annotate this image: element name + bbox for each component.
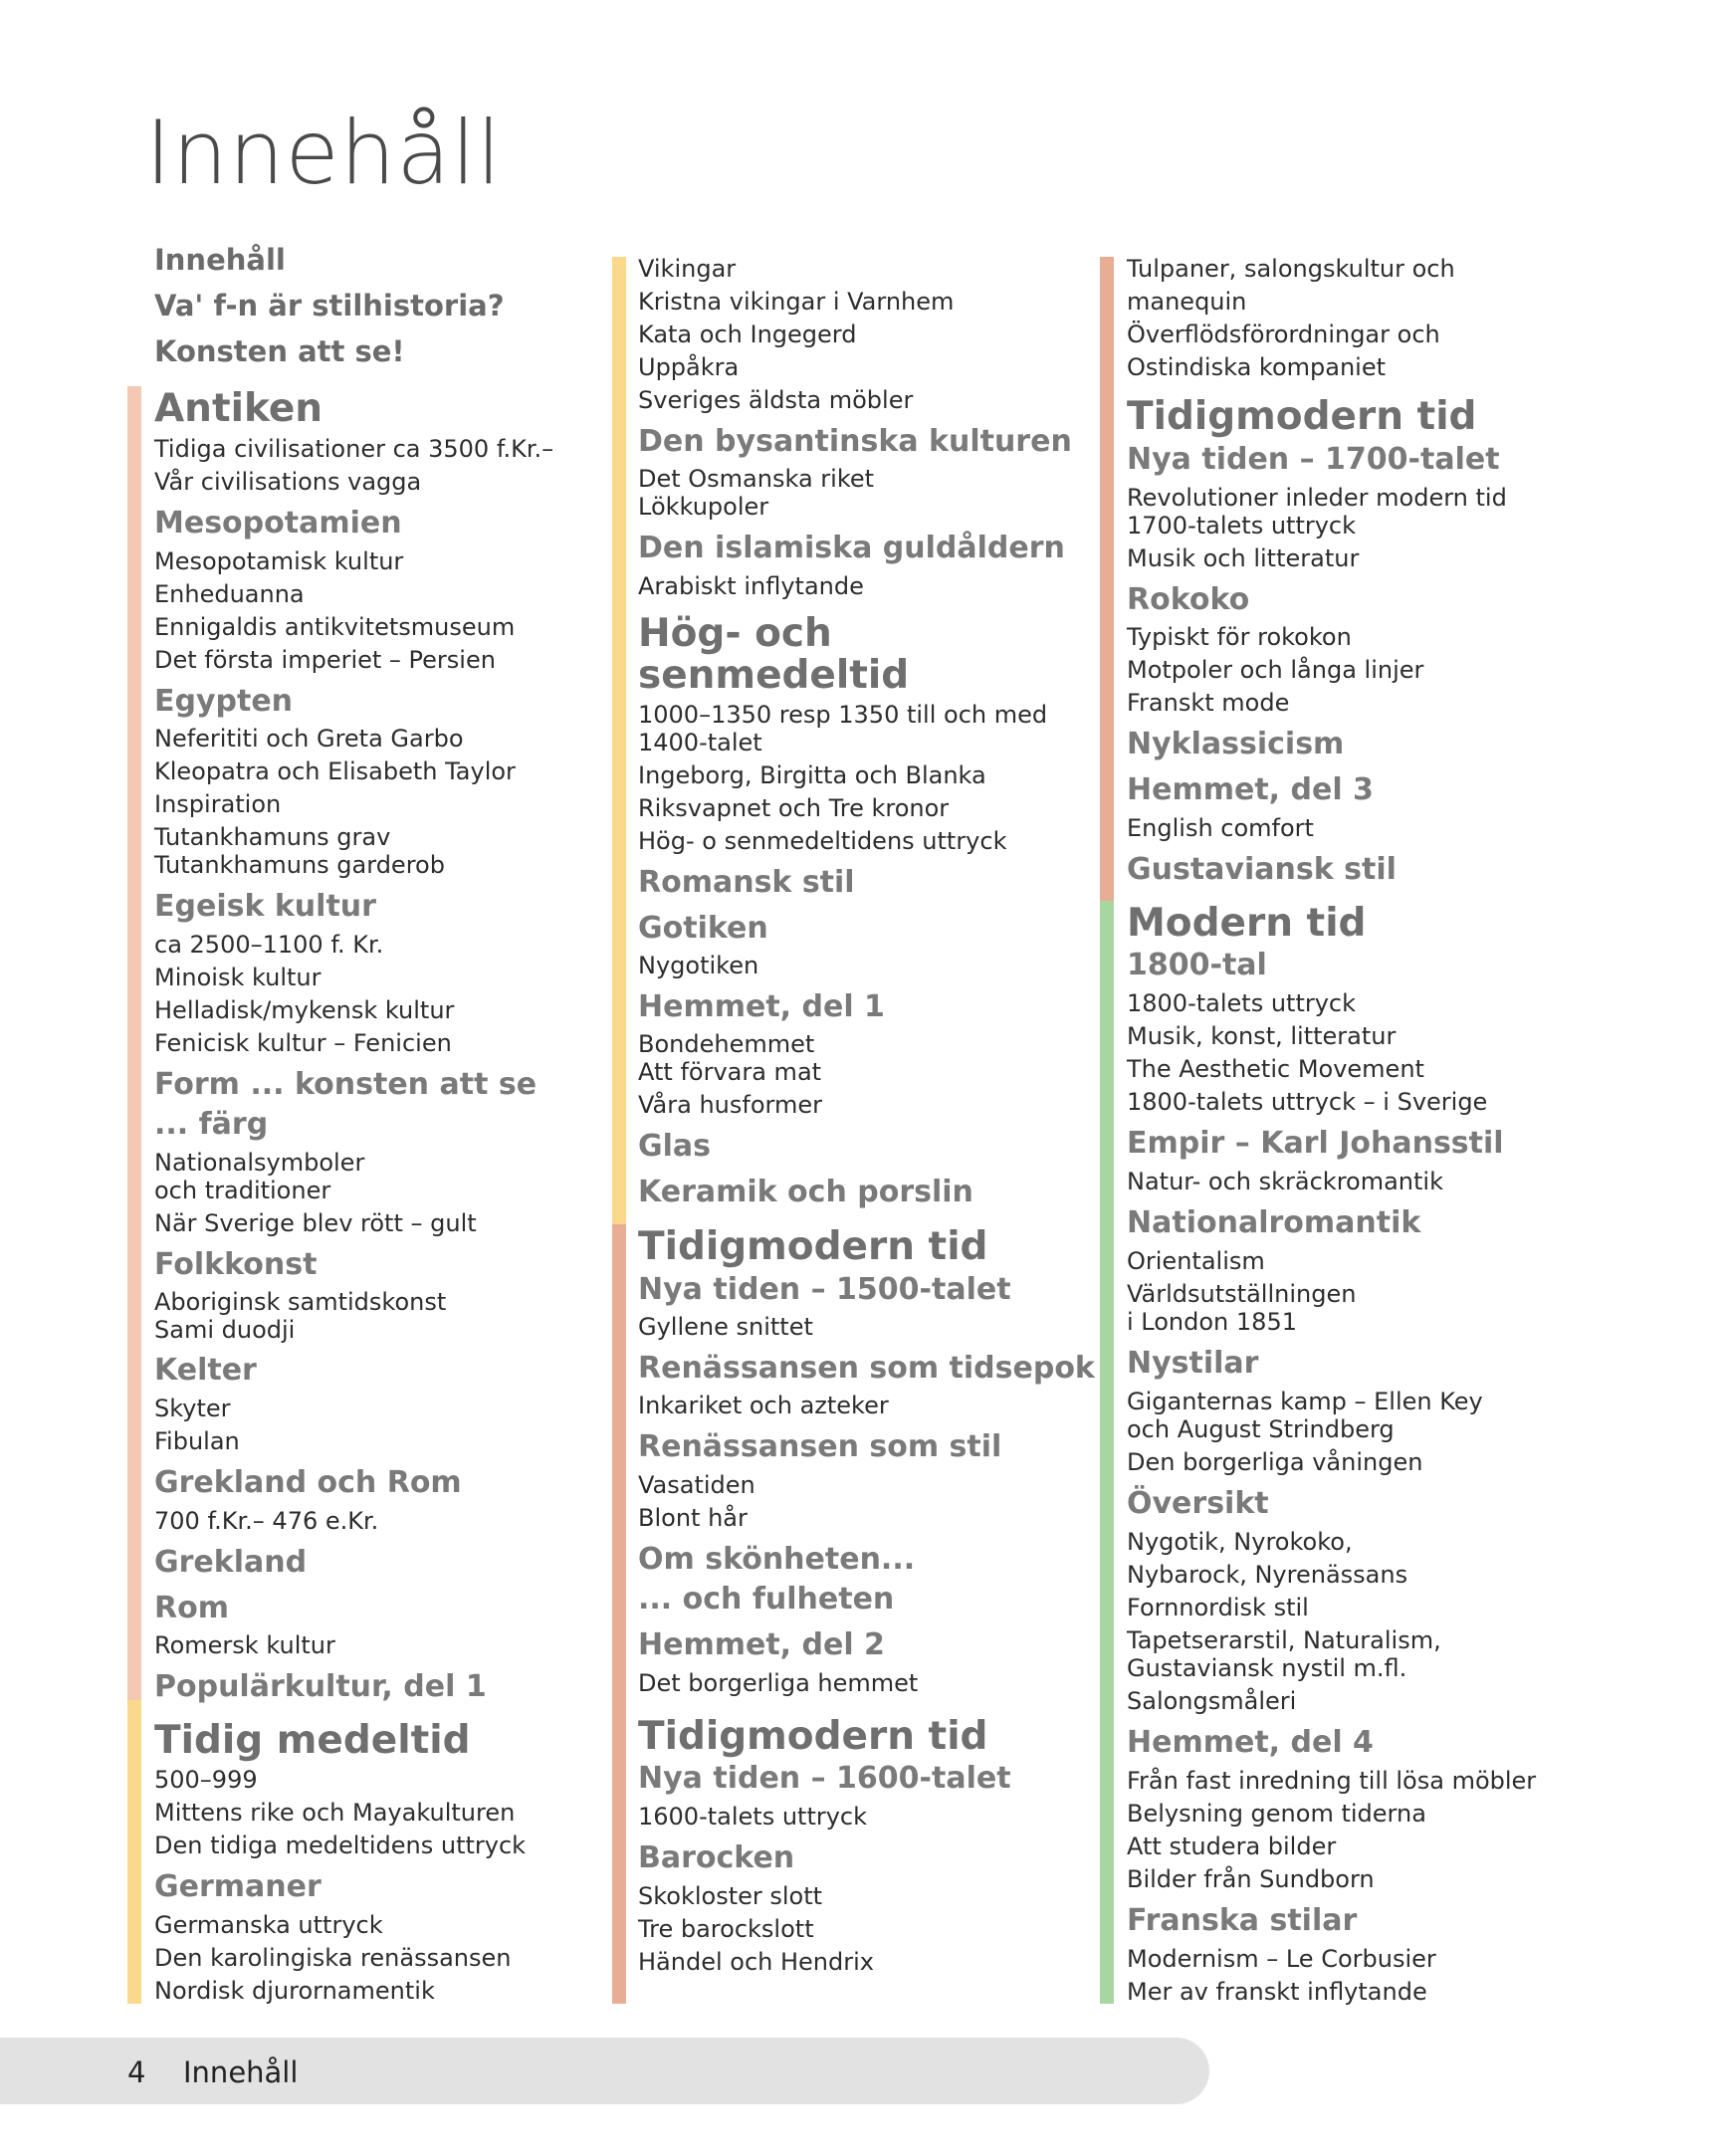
toc-entry-title[interactable]: Revolutioner inleder modern tid: [1127, 484, 1507, 512]
toc-entry-title[interactable]: Renässansen som stil: [638, 1429, 1002, 1464]
toc-entry-title[interactable]: Bilder från Sundborn: [1127, 1865, 1375, 1893]
toc-entry-title[interactable]: När Sverige blev rött – gult: [154, 1209, 477, 1237]
toc-entry-title[interactable]: Hemmet, del 4: [1127, 1725, 1374, 1760]
toc-entry-title[interactable]: 1800-talets uttryck – i Sverige: [1127, 1088, 1488, 1116]
toc-entry-title[interactable]: Populärkultur, del 1: [154, 1669, 487, 1704]
toc-entry-title[interactable]: Musik, konst, litteratur: [1127, 1022, 1397, 1050]
footer-bar: [0, 2038, 1209, 2104]
toc-entry-title[interactable]: Folkkonst: [154, 1247, 318, 1282]
toc-entry-title[interactable]: 500–999: [154, 1766, 258, 1794]
toc-entry-title[interactable]: Aboriginsk samtidskonst: [154, 1288, 447, 1316]
toc-entry-title[interactable]: Belysning genom tiderna: [1127, 1800, 1426, 1828]
toc-entry-title[interactable]: Franskt mode: [1127, 689, 1290, 717]
toc-entry-title[interactable]: Neferititi och Greta Garbo: [154, 725, 464, 753]
toc-entry-title[interactable]: Barocken: [638, 1840, 795, 1875]
toc-entry-title[interactable]: Händel och Hendrix: [638, 1948, 874, 1976]
toc-entry-title[interactable]: Att förvara mat: [638, 1058, 822, 1086]
toc-entry-title[interactable]: Nordisk djurornamentik: [154, 1977, 435, 2005]
toc-entry-title[interactable]: Mer av franskt inflytande: [1127, 1978, 1427, 2006]
toc-entry-title[interactable]: Nygotik, Nyrokoko,: [1127, 1528, 1353, 1556]
toc-entry-title[interactable]: Tutankhamuns garderob: [154, 851, 445, 879]
toc-entry-title[interactable]: Germaner: [154, 1869, 322, 1904]
toc-entry-title[interactable]: Helladisk/mykensk kultur: [154, 996, 455, 1024]
toc-entry-title[interactable]: Grekland: [154, 1545, 308, 1580]
section-color-bar: [1100, 257, 1114, 901]
toc-entry-title[interactable]: Nya tiden – 1700-talet: [1127, 442, 1500, 477]
toc-entry-title[interactable]: Nya tiden – 1500-talet: [638, 1272, 1011, 1307]
toc-entry-title[interactable]: Musik och litteratur: [1127, 544, 1360, 572]
toc-entry-title[interactable]: manequin: [1127, 288, 1247, 316]
toc-entry-title[interactable]: Kelter: [154, 1353, 257, 1388]
toc-entry-title[interactable]: Grekland och Rom: [154, 1465, 462, 1500]
toc-entry-title[interactable]: Om skönheten...: [638, 1542, 916, 1577]
section-color-bar: [612, 257, 626, 1224]
toc-entry-title[interactable]: Ostindiska kompaniet: [1127, 353, 1387, 381]
toc-entry-title[interactable]: Innehåll: [154, 243, 286, 277]
toc-entry-title[interactable]: Fibulan: [154, 1427, 240, 1455]
toc-entry-title[interactable]: senmedeltid: [638, 653, 910, 698]
toc-entry-title[interactable]: Hemmet, del 1: [638, 989, 885, 1024]
toc-entry-title[interactable]: Nystilar: [1127, 1346, 1259, 1381]
toc-entry-title[interactable]: Mittens rike och Mayakulturen: [154, 1799, 516, 1827]
toc-entry-title[interactable]: 1800-tal: [1127, 948, 1267, 982]
footer-section-label: Innehåll: [183, 2055, 299, 2089]
toc-entry-title[interactable]: Tidigmodern tid: [1127, 394, 1477, 439]
toc-entry-title[interactable]: Modernism – Le Corbusier: [1127, 1945, 1436, 1973]
toc-entry-title[interactable]: Hög- o senmedeltidens uttryck: [638, 827, 1007, 855]
toc-entry-title[interactable]: Tre barockslott: [638, 1915, 814, 1943]
toc-entry-title[interactable]: Fenicisk kultur – Fenicien: [154, 1029, 452, 1057]
toc-entry-title[interactable]: ... färg: [154, 1107, 269, 1142]
toc-entry-title[interactable]: Blont hår: [638, 1504, 748, 1532]
toc-entry-title[interactable]: Riksvapnet och Tre kronor: [638, 794, 950, 822]
toc-entry-title[interactable]: Egeisk kultur: [154, 889, 376, 924]
toc-entry-title[interactable]: 1400-talet: [638, 729, 762, 756]
toc-entry-title[interactable]: Den borgerliga våningen: [1127, 1448, 1423, 1476]
toc-entry-title[interactable]: Kleopatra och Elisabeth Taylor: [154, 757, 516, 785]
toc-entry-title[interactable]: Keramik och porslin: [638, 1175, 973, 1209]
toc-entry-title[interactable]: och traditioner: [154, 1177, 331, 1204]
toc-entry-title[interactable]: Inspiration: [154, 790, 282, 818]
toc-entry-title[interactable]: Gyllene snittet: [638, 1313, 813, 1341]
toc-entry-title[interactable]: Hemmet, del 2: [638, 1627, 885, 1662]
toc-entry-title[interactable]: Renässansen som tidsepok: [638, 1351, 1095, 1386]
toc-entry-title[interactable]: Fornnordisk stil: [1127, 1594, 1309, 1621]
toc-entry-title[interactable]: Arabiskt inflytande: [638, 572, 864, 600]
toc-entry-title[interactable]: 1700-talets uttryck: [1127, 512, 1357, 539]
toc-entry-title[interactable]: Från fast inredning till lösa möbler: [1127, 1767, 1537, 1795]
toc-entry-title[interactable]: Modern tid: [1127, 901, 1367, 946]
toc-entry-title[interactable]: Antiken: [154, 386, 323, 431]
toc-entry-title[interactable]: Enheduanna: [154, 580, 305, 608]
toc-entry-title[interactable]: Va' f-n är stilhistoria?: [154, 289, 505, 323]
toc-entry-title[interactable]: Världsutställningen: [1127, 1280, 1357, 1308]
toc-entry-title[interactable]: Tidigmodern tid: [638, 1714, 988, 1759]
toc-entry-title[interactable]: Rokoko: [1127, 582, 1250, 617]
section-color-bar: [127, 1700, 141, 2004]
page-title: Innehåll: [145, 102, 503, 204]
toc-entry-title[interactable]: Nya tiden – 1600-talet: [638, 1761, 1011, 1796]
toc-entry-title[interactable]: Gustaviansk nystil m.fl.: [1127, 1654, 1407, 1682]
toc-entry-title[interactable]: ... och fulheten: [638, 1582, 895, 1617]
toc-entry-title[interactable]: Att studera bilder: [1127, 1833, 1337, 1860]
toc-entry-title[interactable]: Skokloster slott: [638, 1882, 823, 1910]
toc-entry-title[interactable]: Nationalromantik: [1127, 1205, 1421, 1240]
toc-entry-title[interactable]: Form ... konsten att se: [154, 1067, 538, 1102]
toc-entry-title[interactable]: 700 f.Kr.– 476 e.Kr.: [154, 1507, 379, 1535]
toc-entry-title[interactable]: Uppåkra: [638, 353, 740, 381]
toc-entry-title[interactable]: Natur- och skräckromantik: [1127, 1168, 1443, 1195]
toc-entry-title[interactable]: Romersk kultur: [154, 1631, 335, 1659]
toc-entry-title[interactable]: Egypten: [154, 684, 294, 719]
toc-entry-title[interactable]: Rom: [154, 1591, 229, 1625]
toc-entry-title[interactable]: Nybarock, Nyrenässans: [1127, 1561, 1408, 1589]
toc-entry-title[interactable]: Germanska uttryck: [154, 1911, 383, 1939]
toc-entry-title[interactable]: Salongsmåleri: [1127, 1687, 1297, 1715]
toc-entry-title[interactable]: Tutankhamuns grav: [154, 823, 391, 851]
toc-entry-title[interactable]: Överflödsförordningar och: [1127, 321, 1440, 348]
toc-entry-title[interactable]: Tidiga civilisationer ca 3500 f.Kr.–: [154, 435, 554, 463]
toc-entry-title[interactable]: Det första imperiet – Persien: [154, 646, 496, 674]
toc-entry-title[interactable]: Det borgerliga hemmet: [638, 1669, 919, 1697]
toc-entry-title[interactable]: Den karolingiska renässansen: [154, 1944, 512, 1972]
toc-entry-title[interactable]: Tapetserarstil, Naturalism,: [1127, 1626, 1441, 1654]
section-color-bar: [127, 386, 141, 1700]
toc-entry-title[interactable]: Inkariket och azteker: [638, 1392, 889, 1419]
toc-entry-title[interactable]: Kristna vikingar i Varnhem: [638, 288, 955, 316]
toc-entry-title[interactable]: Skyter: [154, 1395, 231, 1422]
toc-entry-title[interactable]: 1000–1350 resp 1350 till och med: [638, 701, 1048, 729]
toc-entry-title[interactable]: Det Osmanska riket: [638, 465, 875, 493]
footer-page-number: 4: [127, 2055, 146, 2089]
toc-entry-title[interactable]: Den islamiska guldåldern: [638, 531, 1065, 565]
toc-entry-title[interactable]: Sami duodji: [154, 1316, 296, 1344]
toc-entry-title[interactable]: Hög- och: [638, 611, 832, 656]
toc-entry-title[interactable]: och August Strindberg: [1127, 1415, 1395, 1443]
toc-entry-title[interactable]: English comfort: [1127, 814, 1314, 842]
toc-entry-title[interactable]: Mesopotamien: [154, 506, 402, 540]
toc-entry-title[interactable]: 1600-talets uttryck: [638, 1803, 868, 1831]
toc-entry-title[interactable]: Ennigaldis antikvitetsmuseum: [154, 613, 516, 641]
toc-entry-title[interactable]: ca 2500–1100 f. Kr.: [154, 931, 384, 959]
toc-entry-title[interactable]: Mesopotamisk kultur: [154, 547, 404, 575]
toc-entry-title[interactable]: Giganternas kamp – Ellen Key: [1127, 1388, 1483, 1415]
toc-entry-title[interactable]: Översikt: [1127, 1486, 1269, 1521]
toc-entry-title[interactable]: Sveriges äldsta möbler: [638, 386, 914, 414]
toc-entry-title[interactable]: Romansk stil: [638, 865, 855, 900]
toc-entry-title[interactable]: Våra husformer: [638, 1091, 822, 1119]
toc-entry-title[interactable]: Lökkupoler: [638, 493, 769, 521]
toc-entry-title[interactable]: Den tidiga medeltidens uttryck: [154, 1832, 527, 1859]
toc-entry-title[interactable]: Empir – Karl Johansstil: [1127, 1126, 1504, 1161]
toc-entry-title[interactable]: Nationalsymboler: [154, 1149, 365, 1177]
toc-entry-title[interactable]: Vasatiden: [638, 1471, 755, 1499]
toc-entry-title[interactable]: Tulpaner, salongskultur och: [1127, 255, 1455, 283]
toc-entry-title[interactable]: Nygotiken: [638, 952, 759, 979]
toc-entry-title[interactable]: Minoisk kultur: [154, 964, 322, 991]
toc-entry-title[interactable]: Den bysantinska kulturen: [638, 424, 1072, 459]
toc-entry-title[interactable]: Franska stilar: [1127, 1903, 1358, 1938]
toc-entry-title[interactable]: Tidigmodern tid: [638, 1224, 988, 1269]
toc-entry-title[interactable]: Bondehemmet: [638, 1030, 815, 1058]
toc-entry-title[interactable]: Nyklassicism: [1127, 727, 1345, 761]
toc-entry-title[interactable]: Gustaviansk stil: [1127, 852, 1397, 887]
toc-entry-title[interactable]: Ingeborg, Birgitta och Blanka: [638, 761, 986, 789]
toc-entry-title[interactable]: Typiskt för rokokon: [1127, 623, 1352, 651]
toc-entry-title[interactable]: Gotiken: [638, 911, 768, 946]
toc-entry-title[interactable]: Hemmet, del 3: [1127, 772, 1374, 807]
toc-entry-title[interactable]: Vikingar: [638, 255, 737, 283]
toc-entry-title[interactable]: Tidig medeltid: [154, 1718, 471, 1763]
toc-entry-title[interactable]: 1800-talets uttryck: [1127, 989, 1357, 1017]
toc-entry-title[interactable]: Konsten att se!: [154, 334, 405, 368]
toc-entry-title[interactable]: Motpoler och långa linjer: [1127, 656, 1424, 684]
section-color-bar: [612, 1224, 626, 2004]
toc-entry-title[interactable]: i London 1851: [1127, 1308, 1297, 1336]
toc-entry-title[interactable]: The Aesthetic Movement: [1127, 1055, 1424, 1083]
toc-entry-title[interactable]: Orientalism: [1127, 1247, 1265, 1275]
toc-entry-title[interactable]: Vår civilisations vagga: [154, 468, 422, 496]
section-color-bar: [1100, 901, 1114, 2004]
toc-entry-title[interactable]: Glas: [638, 1129, 712, 1164]
toc-entry-title[interactable]: Kata och Ingegerd: [638, 321, 857, 348]
